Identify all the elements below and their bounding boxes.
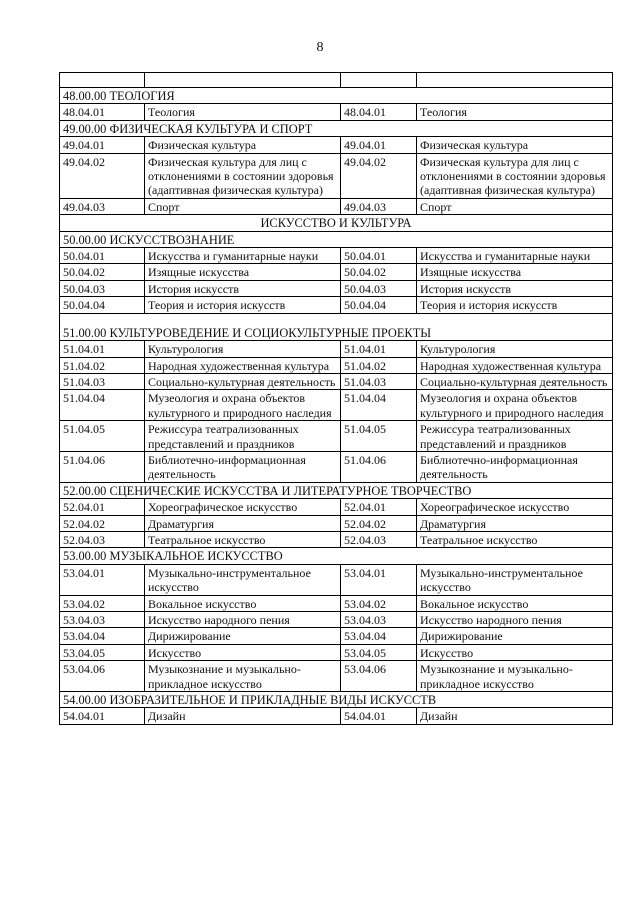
name-cell: Библиотечно-информационная деятельность xyxy=(145,451,341,482)
name-cell: Искусство народного пения xyxy=(145,612,341,628)
name-cell: Физическая культура для лиц с отклонениями в состоянии здоровья (адаптивная физическая культура) xyxy=(145,153,341,198)
name-cell: Театральное искусство xyxy=(417,531,613,547)
name-cell: Искусства и гуманитарные науки xyxy=(417,248,613,264)
name-cell: Музыкознание и музыкально-прикладное искусство xyxy=(417,661,613,692)
name-cell: Дирижирование xyxy=(417,628,613,644)
table-row xyxy=(60,280,613,296)
table-row xyxy=(60,515,613,531)
name-cell: Физическая культура xyxy=(417,137,613,153)
name-cell: Социально-культурная деятельность xyxy=(145,373,341,389)
group-header-row xyxy=(60,313,613,340)
name-cell: Культурология xyxy=(145,341,341,357)
name-cell: Драматургия xyxy=(145,515,341,531)
name-cell: Социально-культурная деятельность xyxy=(417,373,613,389)
name-cell: Спорт xyxy=(145,198,341,214)
code-cell: 53.04.04 xyxy=(341,628,417,644)
code-cell: 53.04.04 xyxy=(60,628,145,644)
code-cell: 49.04.01 xyxy=(60,137,145,153)
code-cell: 53.04.02 xyxy=(341,595,417,611)
table-row xyxy=(60,595,613,611)
code-cell: 53.04.06 xyxy=(60,661,145,692)
name-cell: Хореографическое искусство xyxy=(417,499,613,515)
code-cell: 51.04.01 xyxy=(60,341,145,357)
name-cell: Дирижирование xyxy=(145,628,341,644)
code-cell: 53.04.03 xyxy=(60,612,145,628)
code-cell: 54.04.01 xyxy=(341,708,417,724)
page-number: 8 xyxy=(316,40,324,55)
code-cell: 54.04.01 xyxy=(60,708,145,724)
table-blank-row xyxy=(60,73,613,88)
table-row xyxy=(60,264,613,280)
table-row xyxy=(60,248,613,264)
name-cell: Драматургия xyxy=(417,515,613,531)
code-cell: 50.04.04 xyxy=(341,297,417,313)
code-cell: 48.04.01 xyxy=(60,104,145,120)
name-cell: Спорт xyxy=(417,198,613,214)
name-cell: Музыкально-инструментальное искусство xyxy=(417,564,613,595)
code-cell: 50.04.03 xyxy=(60,280,145,296)
table-row xyxy=(60,104,613,120)
name-cell: Теория и история искусств xyxy=(145,297,341,313)
name-cell: Культурология xyxy=(417,341,613,357)
name-cell: Физическая культура для лиц с отклонениями в состоянии здоровья (адаптивная физическая культура) xyxy=(417,153,613,198)
code-cell: 51.04.03 xyxy=(60,373,145,389)
code-cell: 50.04.01 xyxy=(341,248,417,264)
group-header-row xyxy=(60,215,613,231)
name-cell: Искусство народного пения xyxy=(417,612,613,628)
name-cell: Народная художественная культура xyxy=(417,357,613,373)
group-header: 48.00.00 ТЕОЛОГИЯ xyxy=(60,88,613,104)
name-cell: Физическая культура xyxy=(145,137,341,153)
table-row xyxy=(60,421,613,452)
code-cell: 51.04.02 xyxy=(341,357,417,373)
group-header-row xyxy=(60,231,613,247)
name-cell: Народная художественная культура xyxy=(145,357,341,373)
code-cell: 49.04.03 xyxy=(60,198,145,214)
code-cell: 51.04.02 xyxy=(60,357,145,373)
group-header: 54.00.00 ИЗОБРАЗИТЕЛЬНОЕ И ПРИКЛАДНЫЕ ВИДЫ ИСКУССТВ xyxy=(60,692,613,708)
code-cell: 51.04.06 xyxy=(341,451,417,482)
code-cell: 51.04.04 xyxy=(341,390,417,421)
group-header-row xyxy=(60,548,613,564)
code-cell: 50.04.02 xyxy=(341,264,417,280)
code-cell: 52.04.02 xyxy=(341,515,417,531)
name-cell: История искусств xyxy=(417,280,613,296)
code-cell: 49.04.03 xyxy=(341,198,417,214)
code-cell: 50.04.04 xyxy=(60,297,145,313)
table-row xyxy=(60,644,613,660)
name-cell: Дизайн xyxy=(145,708,341,724)
group-header: 51.00.00 КУЛЬТУРОВЕДЕНИЕ И СОЦИОКУЛЬТУРНЫЕ ПРОЕКТЫ xyxy=(60,313,613,340)
code-cell: 53.04.03 xyxy=(341,612,417,628)
table-row xyxy=(60,612,613,628)
code-cell: 53.04.05 xyxy=(341,644,417,660)
name-cell: Теология xyxy=(417,104,613,120)
name-cell: Теология xyxy=(145,104,341,120)
table-row xyxy=(60,661,613,692)
name-cell: Театральное искусство xyxy=(145,531,341,547)
specialties-table xyxy=(59,72,613,725)
group-header-row xyxy=(60,482,613,498)
name-cell: Искусство xyxy=(145,644,341,660)
code-cell: 49.04.02 xyxy=(341,153,417,198)
name-cell: Теория и история искусств xyxy=(417,297,613,313)
name-cell: Хореографическое искусство xyxy=(145,499,341,515)
table-row xyxy=(60,531,613,547)
table-row xyxy=(60,373,613,389)
group-header-row xyxy=(60,692,613,708)
name-cell: Музеология и охрана объектов культурного и природного наследия xyxy=(145,390,341,421)
table-row xyxy=(60,628,613,644)
code-cell: 51.04.05 xyxy=(341,421,417,452)
code-cell: 49.04.01 xyxy=(341,137,417,153)
name-cell: Искусства и гуманитарные науки xyxy=(145,248,341,264)
code-cell: 50.04.02 xyxy=(60,264,145,280)
group-header: 52.00.00 СЦЕНИЧЕСКИЕ ИСКУССТВА И ЛИТЕРАТУРНОЕ ТВОРЧЕСТВО xyxy=(60,482,613,498)
code-cell: 50.04.03 xyxy=(341,280,417,296)
code-cell: 49.04.02 xyxy=(60,153,145,198)
code-cell: 53.04.02 xyxy=(60,595,145,611)
name-cell: Режиссура театрализованных представлений и праздников xyxy=(417,421,613,452)
name-cell: Музыкознание и музыкально-прикладное искусство xyxy=(145,661,341,692)
code-cell: 52.04.03 xyxy=(60,531,145,547)
code-cell: 51.04.06 xyxy=(60,451,145,482)
name-cell: Музеология и охрана объектов культурного и природного наследия xyxy=(417,390,613,421)
name-cell: Искусство xyxy=(417,644,613,660)
table-row xyxy=(60,357,613,373)
name-cell: Музыкально-инструментальное искусство xyxy=(145,564,341,595)
group-header: 53.00.00 МУЗЫКАЛЬНОЕ ИСКУССТВО xyxy=(60,548,613,564)
name-cell: Изящные искусства xyxy=(417,264,613,280)
table-row xyxy=(60,564,613,595)
code-cell: 50.04.01 xyxy=(60,248,145,264)
group-header: 49.00.00 ФИЗИЧЕСКАЯ КУЛЬТУРА И СПОРТ xyxy=(60,120,613,136)
table-row xyxy=(60,499,613,515)
name-cell: Вокальное искусство xyxy=(145,595,341,611)
code-cell: 53.04.06 xyxy=(341,661,417,692)
name-cell: Вокальное искусство xyxy=(417,595,613,611)
code-cell: 51.04.05 xyxy=(60,421,145,452)
table-row xyxy=(60,297,613,313)
code-cell: 53.04.01 xyxy=(60,564,145,595)
name-cell: Изящные искусства xyxy=(145,264,341,280)
code-cell: 53.04.05 xyxy=(60,644,145,660)
code-cell: 52.04.02 xyxy=(60,515,145,531)
group-header: 50.00.00 ИСКУССТВОЗНАНИЕ xyxy=(60,231,613,247)
group-header: ИСКУССТВО И КУЛЬТУРА xyxy=(60,215,613,231)
name-cell: Режиссура театрализованных представлений и праздников xyxy=(145,421,341,452)
code-cell: 52.04.01 xyxy=(341,499,417,515)
code-cell: 51.04.04 xyxy=(60,390,145,421)
group-header-row xyxy=(60,88,613,104)
name-cell: История искусств xyxy=(145,280,341,296)
group-header-row xyxy=(60,120,613,136)
code-cell: 53.04.01 xyxy=(341,564,417,595)
table-row xyxy=(60,390,613,421)
name-cell: Дизайн xyxy=(417,708,613,724)
code-cell: 51.04.01 xyxy=(341,341,417,357)
table-row xyxy=(60,708,613,724)
code-cell: 52.04.03 xyxy=(341,531,417,547)
table-row xyxy=(60,198,613,214)
name-cell: Библиотечно-информационная деятельность xyxy=(417,451,613,482)
code-cell: 51.04.03 xyxy=(341,373,417,389)
table-row xyxy=(60,137,613,153)
code-cell: 48.04.01 xyxy=(341,104,417,120)
code-cell: 52.04.01 xyxy=(60,499,145,515)
table-row xyxy=(60,153,613,198)
table-row xyxy=(60,341,613,357)
table-row xyxy=(60,451,613,482)
